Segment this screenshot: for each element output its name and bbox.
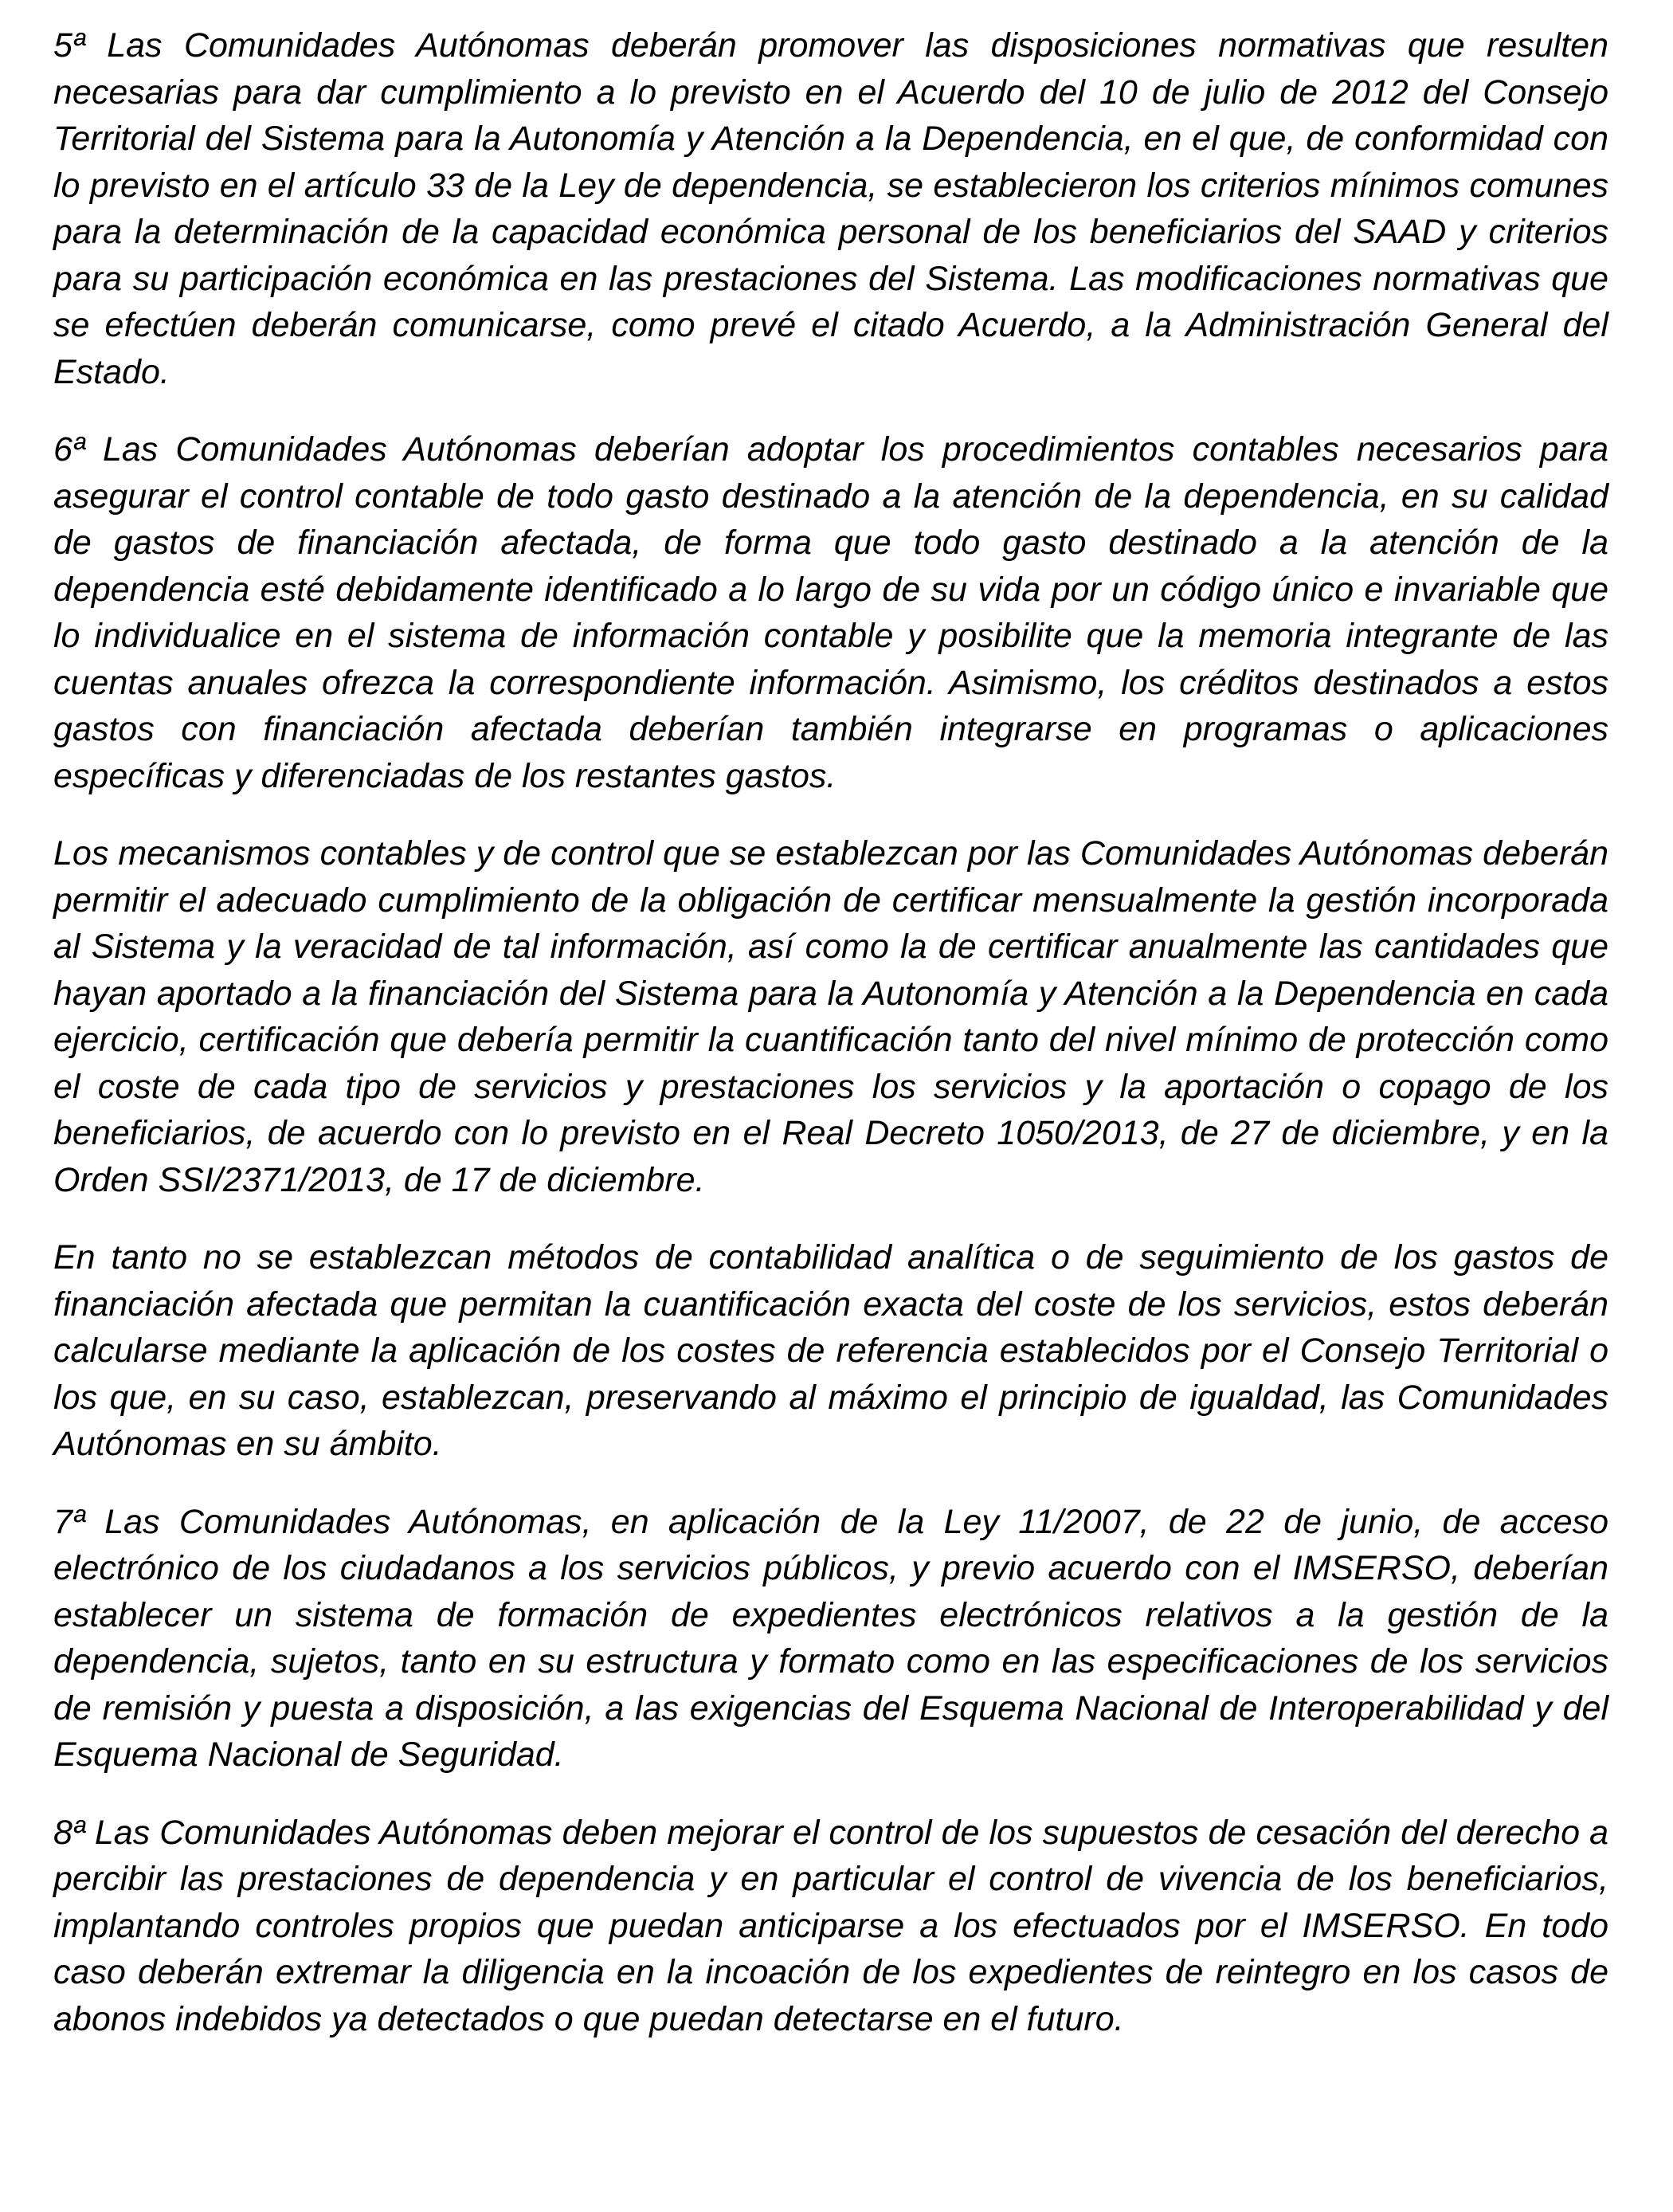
paragraph-recommendation-6: 6ª Las Comunidades Autónomas deberían adoptar los procedimientos contables necesarios para asegurar el control contable de todo gasto destinado a la atención de la dependencia, en su calidad de gastos de financiación afectada, de forma que todo gasto destinado a la atención de la dependencia esté debidamente identificado a lo largo de su vida por un código único e invariable que lo individualice en el sistema de información contable y posibilite que la memoria integrante de las cuentas anuales ofrezca la correspondiente información. Asimismo, los créditos destinados a estos gastos con financiación afectada deberían también integrarse en programas o aplicaciones específicas y diferenciadas de los restantes gastos. — [53, 430, 1608, 795]
paragraph-recommendation-7: 7ª Las Comunidades Autónomas, en aplicación de la Ley 11/2007, de 22 de junio, de acceso electrónico de los ciudadanos a los servicios públicos, y previo acuerdo con el IMSERSO, deberían establecer un sistema de formación de expedientes electrónicos relativos a la gestión de la dependencia, sujetos, tanto en su estructura y formato como en las especificaciones de los servicios de remisión y puesta a disposición, a las exigencias del Esquema Nacional de Interoperabilidad y del Esquema Nacional de Seguridad. — [53, 1502, 1608, 1774]
paragraph-cost-calculation: En tanto no se establezcan métodos de contabilidad analítica o de seguimiento de los gastos de financiación afectada que permitan la cuantificación exacta del coste de los servicios, estos deberán calcularse mediante la aplicación de los costes de referencia establecidos por el Consejo Territorial o los que, en su caso, establezcan, preservando al máximo el principio de igualdad, las Comunidades Autónomas en su ámbito. — [53, 1238, 1608, 1463]
paragraph-recommendation-5: 5ª Las Comunidades Autónomas deberán promover las disposiciones normativas que resulten necesarias para dar cumplimiento a lo previsto en el Acuerdo del 10 de julio de 2012 del Consejo Territorial del Sistema para la Autonomía y Atención a la Dependencia, en el que, de conformidad con lo previsto en el artículo 33 de la Ley de dependencia, se establecieron los criterios mínimos comunes para la determinación de la capacidad económica personal de los beneficiarios del SAAD y criterios para su participación económica en las prestaciones del Sistema. Las modificaciones normativas que se efectúen deberán comunicarse, como prevé el citado Acuerdo, a la Administración General del Estado. — [53, 26, 1608, 391]
document-page — [53, 22, 1608, 2042]
paragraph-recommendation-8: 8ª Las Comunidades Autónomas deben mejorar el control de los supuestos de cesación del derecho a percibir las prestaciones de dependencia y en particular el control de vivencia de los beneficiarios, implantando controles propios que puedan anticiparse a los efectuados por el IMSERSO. En todo caso deberán extremar la diligencia en la incoación de los expedientes de reintegro en los casos de abonos indebidos ya detectados o que puedan detectarse en el futuro. — [53, 1813, 1608, 2038]
paragraph-accounting-mechanisms: Los mecanismos contables y de control que se establezcan por las Comunidades Autónomas deberán permitir el adecuado cumplimiento de la obligación de certificar mensualmente la gestión incorporada al Sistema y la veracidad de tal información, así como la de certificar anualmente las cantidades que hayan aportado a la financiación del Sistema para la Autonomía y Atención a la Dependencia en cada ejercicio, certificación que debería permitir la cuantificación tanto del nivel mínimo de protección como el coste de cada tipo de servicios y prestaciones los servicios y la aportación o copago de los beneficiarios, de acuerdo con lo previsto en el Real Decreto 1050/2013, de 27 de diciembre, y en la Orden SSI/2371/2013, de 17 de diciembre. — [53, 834, 1608, 1199]
